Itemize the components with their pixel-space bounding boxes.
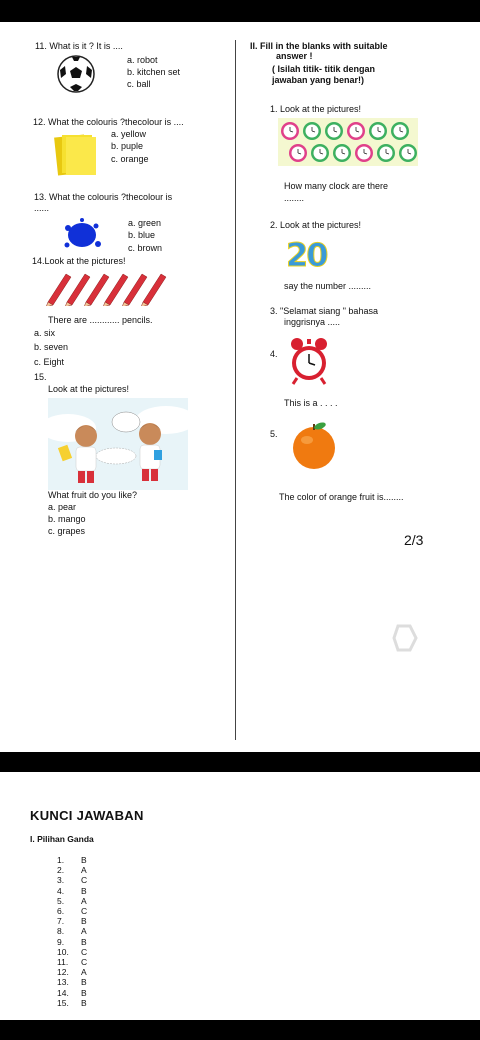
q12-text: 12. What the colouris ?thecolour is .... bbox=[33, 117, 184, 127]
clock-icon bbox=[311, 144, 329, 162]
page-number: 2/3 bbox=[404, 532, 424, 548]
clock-icon bbox=[377, 144, 395, 162]
worksheet-page bbox=[0, 22, 480, 752]
red-pencils-image bbox=[44, 270, 168, 306]
clock-icon bbox=[333, 144, 351, 162]
q14-option-a: a. six bbox=[34, 328, 56, 338]
answer-key-row bbox=[57, 927, 87, 936]
clock-icon bbox=[303, 122, 321, 140]
answer-key-row bbox=[57, 999, 87, 1008]
q15-question: What fruit do you like? bbox=[48, 490, 138, 500]
answer-key-row bbox=[57, 958, 87, 967]
answer-key-row bbox=[57, 948, 87, 957]
clock-icon bbox=[369, 122, 387, 140]
answer-number: 1. bbox=[57, 855, 65, 865]
q13-option-a: a. green bbox=[128, 218, 162, 228]
r1-text: 1. Look at the pictures! bbox=[270, 104, 362, 114]
column-divider bbox=[235, 40, 236, 740]
answer-number: 2. bbox=[57, 865, 65, 876]
answer-number: 10. bbox=[57, 946, 69, 957]
q15-option-b: b. mango bbox=[48, 514, 86, 524]
r2-text: 2. Look at the pictures! bbox=[270, 220, 362, 230]
soccer-ball-image bbox=[56, 54, 96, 94]
clock-icon bbox=[399, 144, 417, 162]
answer-number: 8. bbox=[57, 926, 65, 937]
answer-letter: A bbox=[81, 895, 87, 906]
clock-icon bbox=[289, 144, 307, 162]
answer-letter: B bbox=[81, 977, 87, 988]
answer-key-row bbox=[57, 887, 87, 896]
answer-number: 13. bbox=[57, 977, 69, 988]
answer-key-row bbox=[57, 968, 87, 977]
answer-letter: B bbox=[81, 936, 87, 947]
answer-number: 4. bbox=[57, 885, 65, 896]
answer-number: 6. bbox=[57, 906, 65, 916]
clock-icon bbox=[325, 122, 343, 140]
q15-number: 15. bbox=[34, 372, 47, 382]
clock-icon bbox=[391, 122, 409, 140]
q12-option-a: a. yellow bbox=[111, 129, 147, 139]
q14-sentence: There are ............ pencils. bbox=[48, 315, 153, 325]
r5-question: The color of orange fruit is........ bbox=[279, 492, 404, 502]
answer-key-row bbox=[57, 897, 87, 906]
blue-paint-splash-image bbox=[62, 218, 102, 252]
answer-letter: B bbox=[81, 916, 87, 927]
clock-icon bbox=[281, 122, 299, 140]
answer-key-row bbox=[57, 978, 87, 987]
answer-key-page bbox=[0, 772, 480, 1020]
r2-question: say the number ......... bbox=[284, 281, 372, 291]
answer-key-row bbox=[57, 876, 87, 885]
q14-text: 14.Look at the pictures! bbox=[32, 256, 126, 266]
scan-artifact-mark bbox=[390, 622, 418, 652]
q15-option-c: c. grapes bbox=[48, 526, 86, 536]
clock-icon bbox=[355, 144, 373, 162]
q11-option-a: a. robot bbox=[127, 55, 158, 65]
clocks-image bbox=[278, 118, 418, 166]
q14-option-c: c. Eight bbox=[34, 357, 65, 367]
answer-number: 7. bbox=[57, 916, 65, 927]
q11-text: 11. What is it ? It is .... bbox=[35, 41, 123, 51]
answer-letter: B bbox=[81, 855, 87, 865]
answer-number: 5. bbox=[57, 895, 65, 906]
r4-number: 4. bbox=[270, 349, 278, 359]
q13-option-c: c. brown bbox=[128, 243, 163, 253]
answer-letter: A bbox=[81, 926, 87, 937]
q13-blank: ...... bbox=[34, 203, 50, 213]
answer-key-row bbox=[57, 917, 87, 926]
section-ii-heading: II. Fill in the blanks with suitable bbox=[250, 41, 388, 51]
answer-number: 14. bbox=[57, 987, 69, 998]
kids-fruit-illustration bbox=[48, 398, 188, 490]
answer-letter: B bbox=[81, 997, 87, 1008]
answer-number: 3. bbox=[57, 875, 65, 886]
answer-number: 9. bbox=[57, 936, 65, 947]
answer-key-row bbox=[57, 989, 87, 998]
q12-option-b: b. puple bbox=[111, 141, 144, 151]
alarm-clock-image bbox=[288, 336, 330, 386]
answer-key-section: I. Pilihan Ganda bbox=[30, 834, 94, 844]
answer-number: 11. bbox=[57, 957, 69, 967]
answer-key-title: KUNCI JAWABAN bbox=[30, 808, 144, 823]
q15-text: Look at the pictures! bbox=[48, 384, 130, 394]
answer-letter: C bbox=[81, 946, 88, 957]
r1-question: How many clock are there bbox=[284, 181, 389, 191]
answer-letter: C bbox=[81, 906, 88, 916]
r1-blank: ........ bbox=[284, 193, 305, 203]
r3-text-2: inggrisnya ..... bbox=[284, 317, 341, 327]
yellow-paper-image bbox=[54, 132, 100, 176]
answer-number: 15. bbox=[57, 997, 69, 1008]
answer-letter: B bbox=[81, 987, 87, 998]
answer-letter: B bbox=[81, 885, 87, 896]
q11-option-c: c. ball bbox=[127, 79, 151, 89]
answer-letter: A bbox=[81, 967, 87, 978]
answer-letter: C bbox=[81, 957, 88, 967]
answer-key-row bbox=[57, 907, 87, 916]
section-ii-heading-2: answer ! bbox=[276, 51, 313, 61]
r4-question: This is a . . . . bbox=[284, 398, 338, 408]
q12-option-c: c. orange bbox=[111, 154, 149, 164]
answer-number: 12. bbox=[57, 967, 69, 978]
answer-key-row bbox=[57, 856, 87, 865]
q14-option-b: b. seven bbox=[34, 342, 69, 352]
number-twenty-image: 20 bbox=[286, 236, 327, 274]
answer-key-row bbox=[57, 938, 87, 947]
answer-letter: A bbox=[81, 865, 87, 876]
section-ii-subtitle-1: ( Isilah titik- titik dengan bbox=[272, 64, 376, 74]
q11-option-b: b. kitchen set bbox=[127, 67, 181, 77]
answer-key-row bbox=[57, 866, 87, 875]
q13-text: 13. What the colouris ?thecolour is bbox=[34, 192, 173, 202]
q13-option-b: b. blue bbox=[128, 230, 156, 240]
q15-option-a: a. pear bbox=[48, 502, 77, 512]
r5-number: 5. bbox=[270, 429, 278, 439]
clock-icon bbox=[347, 122, 365, 140]
section-ii-subtitle-2: jawaban yang benar!) bbox=[272, 75, 365, 85]
answer-letter: C bbox=[81, 875, 88, 886]
orange-fruit-image bbox=[290, 420, 338, 470]
r3-text: 3. "Selamat siang " bahasa bbox=[270, 306, 378, 316]
